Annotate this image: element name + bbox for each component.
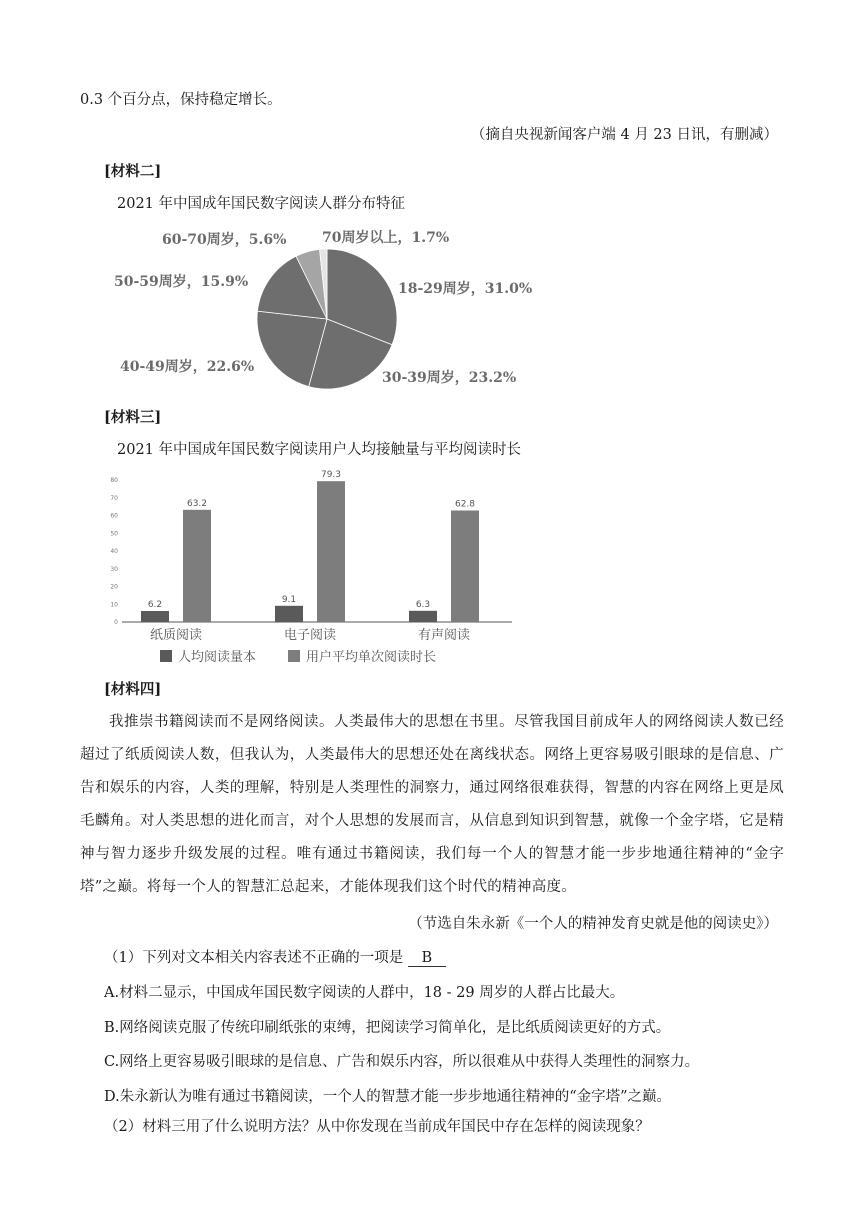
bar-series1-cat2: [451, 511, 479, 623]
material-4-paragraph: 我推崇书籍阅读而不是网络阅读。人类最伟大的思想在书里。尽管我国目前成年人的网络阅读人数已经超过了纸质阅读人数，但我认为，人类最伟大的思想还处在离线状态。网络上更容易吸引眼球的是信息、广告和娱乐的内容，人类的理解，特别是人类理性的洞察力，通过网络很难获得，智慧的内容在网络上更是凤毛麟角。对人类思想的进化而言，对个人思想的发展而言，从信息到知识到智慧，就像一个金字塔，它是精神与智力逐步升级发展的过程。唯有通过书籍阅读，我们每一个人的智慧才能一步步地通往精神的“金字塔”之巅。将每一个人的智慧汇总起来，才能体现我们这个时代的精神高度。: [80, 714, 784, 895]
question-1-prompt: （1）下列对文本相关内容表述不正确的一项是: [104, 950, 404, 966]
legend-label-per-capita: 人均阅读量本: [178, 650, 257, 665]
material-2-chart-title: 2021 年中国成年国民数字阅读人群分布特征: [117, 196, 406, 212]
y-tick-label-3: 30: [110, 565, 118, 573]
legend-label-duration: 用户平均单次阅读时长: [306, 650, 437, 665]
option-a: A.材料二显示，中国成年国民数字阅读的人群中，18 - 29 周岁的人群占比最大。: [104, 985, 625, 1001]
y-tick-label-6: 60: [110, 512, 118, 520]
y-tick-label-8: 80: [110, 477, 118, 484]
question-1-answer: B: [408, 950, 446, 967]
question-1: [104, 946, 446, 967]
bar-series0-cat1: [275, 606, 303, 622]
bar-value-label-series1-cat0: 63.2: [186, 498, 208, 509]
pie-label-50-59: 50-59周岁，15.9%: [114, 274, 249, 290]
bar-value-label-series0-cat2: 6.3: [415, 599, 431, 610]
bar-series1-cat0: [183, 510, 211, 622]
age-distribution-pie-chart: [100, 218, 580, 393]
material-2-heading: [材料二]: [104, 163, 162, 180]
legend-swatch-per-capita: [160, 650, 172, 662]
bar-value-label-series0-cat1: 9.1: [281, 594, 297, 605]
category-label-audio: 有声阅读: [417, 628, 471, 643]
pie-label-60-70: 60-70周岁，5.6%: [162, 232, 287, 248]
pie-label-30-39: 30-39周岁，23.2%: [382, 370, 517, 386]
option-b: B.网络阅读克服了传统印刷纸张的束缚，把阅读学习简单化，是比纸质阅读更好的方式。: [104, 1020, 671, 1036]
category-label-paper: 纸质阅读: [149, 628, 203, 643]
legend-swatch-duration: [288, 650, 300, 662]
reading-amount-bar-chart: [100, 462, 520, 672]
material-3-chart-title: 2021 年中国成年国民数字阅读用户人均接触量与平均阅读时长: [117, 442, 522, 458]
category-label-electronic: 电子阅读: [283, 628, 337, 643]
y-tick-label-5: 50: [110, 530, 118, 538]
option-d: D.朱永新认为唯有通过书籍阅读，一个人的智慧才能一步步地通往精神的“金字塔”之巅。: [104, 1089, 672, 1105]
bar-value-label-series1-cat1: 79.3: [320, 470, 342, 481]
continuation-line: 0.3 个百分点，保持稳定增长。: [80, 92, 282, 108]
bar-value-label-series1-cat2: 62.8: [454, 499, 476, 510]
bar-value-label-series0-cat0: 6.2: [147, 600, 163, 610]
y-tick-label-1: 10: [110, 601, 118, 609]
pie-label-70-plus: 70周岁以上，1.7%: [322, 230, 450, 246]
y-tick-label-2: 20: [110, 583, 118, 591]
y-tick-label-0: 0: [114, 619, 118, 626]
bar-series1-cat1: [317, 481, 345, 622]
bar-series0-cat0: [141, 611, 169, 622]
y-tick-label-7: 70: [110, 494, 118, 502]
question-2: （2）材料三用了什么说明方法？从中你发现在当前成年国民中存在怎样的阅读现象？: [104, 1119, 650, 1135]
material-3-heading: [材料三]: [104, 409, 162, 426]
pie-label-18-29: 18-29周岁，31.0%: [398, 281, 533, 297]
material-4-heading: [材料四]: [104, 681, 162, 698]
source-citation: （摘自央视新闻客户端 4 月 23 日讯，有删减）: [470, 127, 778, 143]
material-4-source: （节选自朱永新《一个人的精神发育史就是他的阅读史》）: [408, 916, 778, 932]
option-c: C.网络上更容易吸引眼球的是信息、广告和娱乐内容，所以很难从中获得人类理性的洞察力。: [104, 1054, 700, 1070]
bar-series0-cat2: [409, 611, 437, 622]
y-tick-label-4: 40: [110, 548, 118, 555]
pie-label-40-49: 40-49周岁，22.6%: [120, 359, 255, 375]
